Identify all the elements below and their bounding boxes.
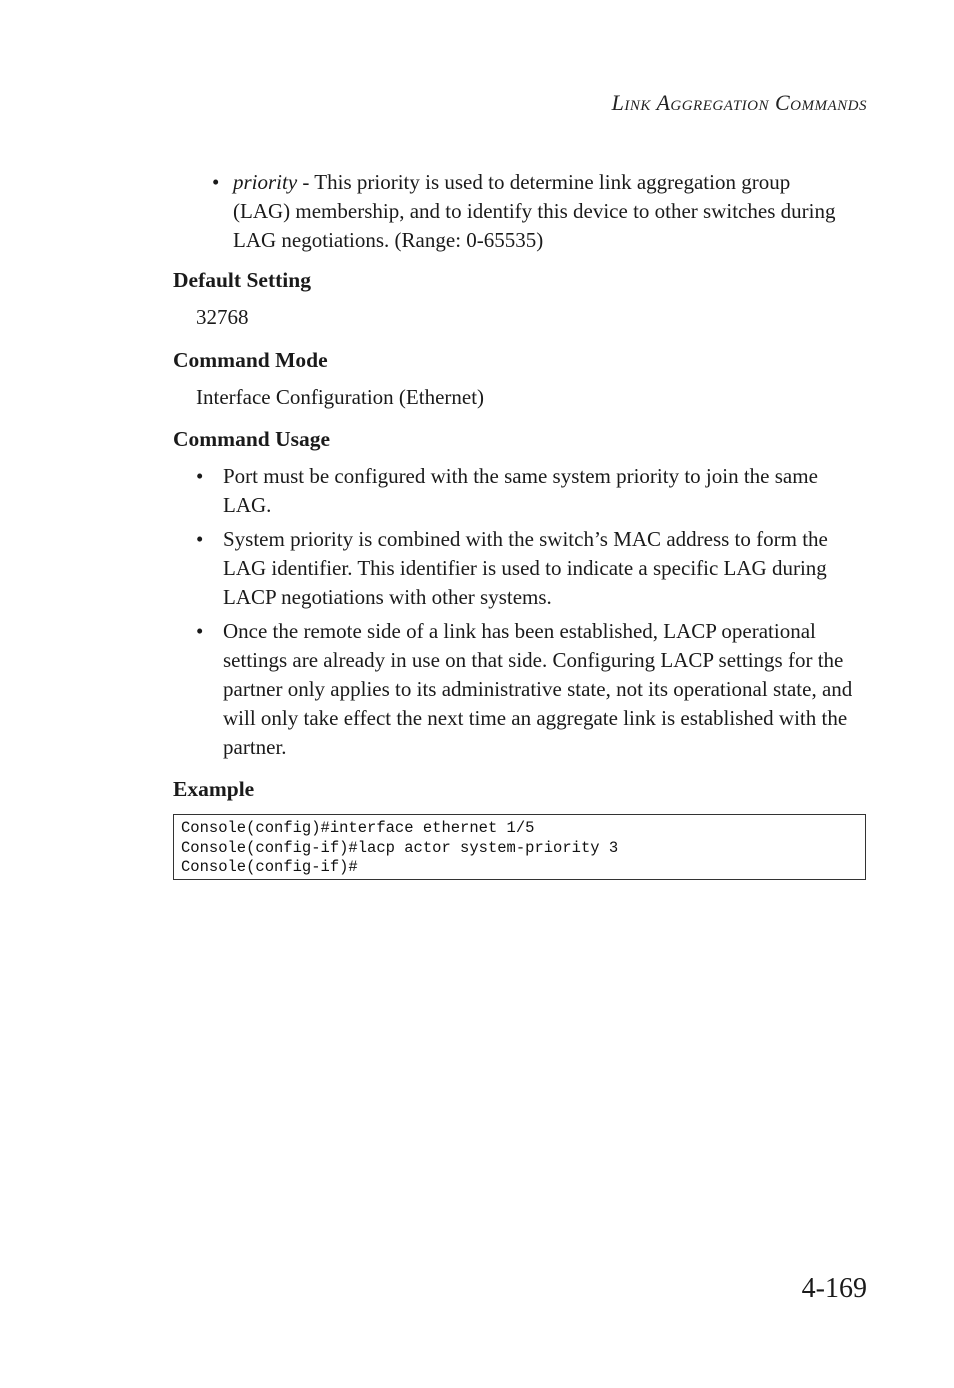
list-item bbox=[196, 525, 866, 612]
command-usage-heading: Command Usage bbox=[173, 427, 331, 451]
default-setting-heading: Default Setting bbox=[173, 268, 311, 292]
parameter-text bbox=[233, 168, 852, 255]
bullet-glyph: • bbox=[196, 464, 204, 488]
list-item bbox=[196, 617, 866, 762]
command-usage-list bbox=[196, 462, 866, 767]
code-line: Console(config-if)#lacp actor system-priority 3 bbox=[181, 838, 619, 857]
list-item-text: Port must be configured with the same system priority to join the same LAG. bbox=[223, 464, 818, 517]
parameter-term: priority bbox=[233, 170, 298, 194]
list-item-text: System priority is combined with the switch’s MAC address to form the LAG identifier. This identifier is used to indicate a specific LAG during LACP negotiations with other systems. bbox=[223, 527, 828, 609]
bullet-glyph: • bbox=[212, 170, 220, 194]
example-heading: Example bbox=[173, 777, 255, 801]
code-line: Console(config)#interface ethernet 1/5 bbox=[181, 819, 535, 837]
default-setting-value: 32768 bbox=[196, 305, 249, 329]
code-example-box bbox=[173, 814, 866, 880]
parameter-description: - This priority is used to determine link aggregation group (LAG) membership, and to identify this device to other switches during LAG negotiations. (Range: 0-65535) bbox=[233, 170, 836, 252]
code-line: Console(config-if)# bbox=[181, 858, 358, 876]
page-number: 4-169 bbox=[801, 1273, 867, 1304]
parameter-item bbox=[212, 168, 852, 255]
list-item-text: Once the remote side of a link has been established, LACP operational settings are already in use on that side. Configuring LACP settings for the partner only applies to its administrative state, not its operational state, and will only take effect the next time an aggregate link is established with the partner. bbox=[223, 619, 853, 759]
bullet-glyph: • bbox=[196, 619, 204, 643]
bullet-glyph: • bbox=[196, 527, 204, 551]
command-mode-value: Interface Configuration (Ethernet) bbox=[196, 385, 485, 409]
running-header: Link Aggregation Commands bbox=[611, 90, 867, 115]
command-mode-heading: Command Mode bbox=[173, 348, 328, 372]
list-item bbox=[196, 462, 866, 520]
